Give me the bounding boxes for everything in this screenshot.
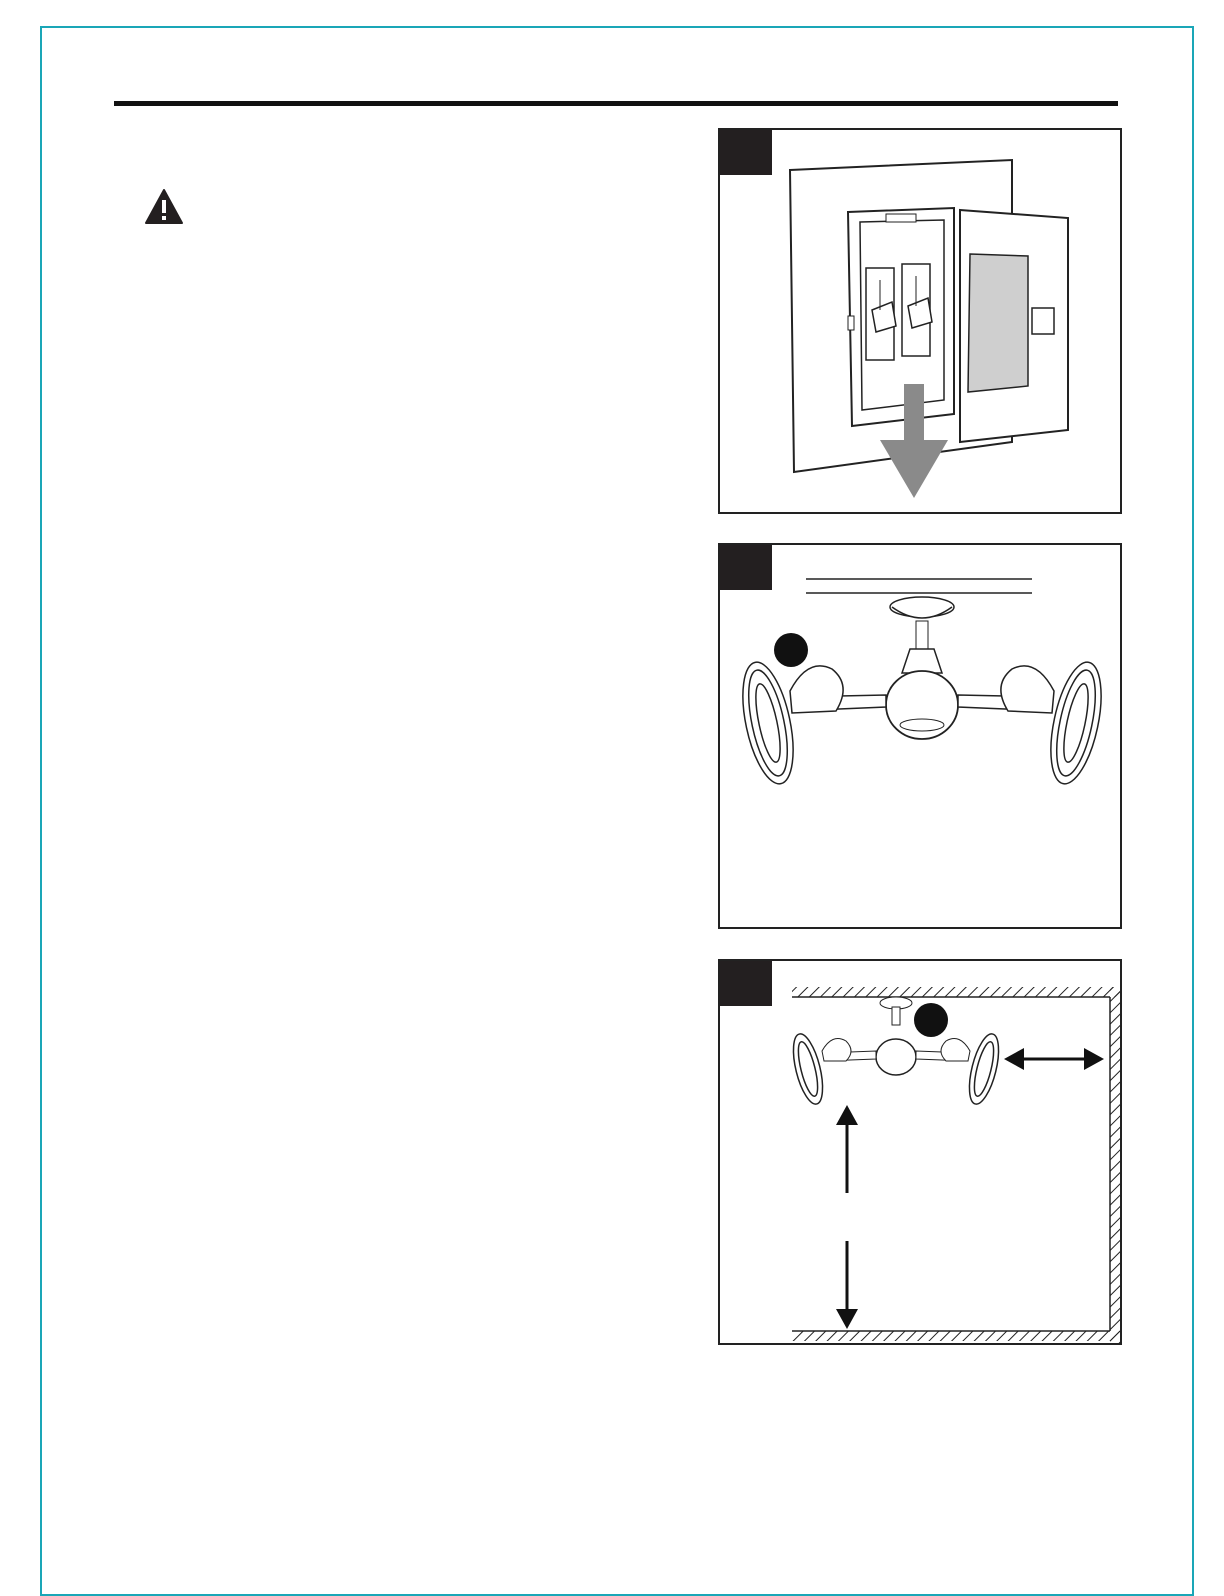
figure-fan-clearance-diagram — [718, 959, 1122, 1345]
warning-triangle-icon — [144, 188, 184, 226]
figure-breaker-panel — [718, 128, 1122, 514]
breaker-panel-illustration — [720, 130, 1122, 514]
fan-clearance-illustration — [720, 961, 1122, 1345]
header-rule — [114, 101, 1118, 106]
fan-mount-illustration — [720, 545, 1122, 929]
figure-fan-mount-diagram — [718, 543, 1122, 929]
